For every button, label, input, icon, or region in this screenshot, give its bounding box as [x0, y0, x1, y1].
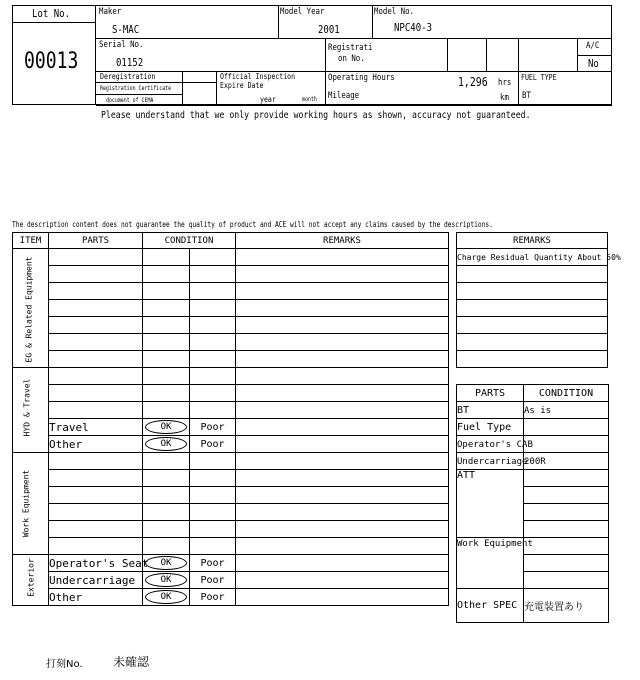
operating-hours-label: Operating Hours	[328, 73, 395, 83]
part-operators-seat: Operator's Seat	[49, 556, 149, 570]
fuel-type-value: BT	[522, 91, 531, 101]
poor-option: Poor	[200, 591, 225, 603]
col-condition: CONDITION	[143, 233, 236, 249]
att-cell: ATT	[457, 470, 524, 538]
ok-circle: OK	[145, 437, 187, 451]
mileage-label: Mileage	[328, 91, 360, 101]
table-row	[13, 419, 449, 436]
section-work-label: Work Equipment	[21, 469, 31, 538]
part-other: Other	[49, 437, 83, 451]
remarks-box	[456, 232, 621, 368]
section-hyd	[13, 368, 49, 453]
other-spec-value: 充電装置あり	[524, 589, 609, 623]
parts-row-label: Operator's CAB	[457, 439, 533, 450]
inspection-table	[12, 232, 449, 606]
serial-no-value: 01152	[116, 56, 144, 69]
table-row	[13, 555, 449, 572]
section-hyd-label: HYD & Travel	[22, 378, 32, 437]
model-no-value: NPC40-3	[394, 21, 433, 34]
description-notice: The description content does not guarantee the quality of product and ACE will not accept any claims caused by the descriptions.	[12, 220, 493, 229]
poor-option: Poor	[200, 438, 225, 450]
parts-row-label: Fuel Type	[457, 421, 512, 433]
section-exterior	[13, 555, 49, 606]
document-cema-label: document of CEMA	[106, 97, 154, 104]
year-label: year	[260, 95, 276, 104]
hrs-unit: hrs	[498, 78, 512, 88]
col-remarks: REMARKS	[236, 233, 449, 249]
parts-col-condition: CONDITION	[524, 385, 609, 402]
lot-no-value: 00013	[24, 49, 79, 74]
hours-notice: Please understand that we only provide working hours as shown, accuracy not guaranteed.	[101, 110, 531, 121]
table-row	[457, 453, 609, 470]
registration-label-2: on No.	[338, 54, 365, 64]
table-row	[457, 419, 609, 436]
table-row	[457, 436, 609, 453]
model-no-label: Model No.	[374, 7, 415, 17]
ac-value: No	[588, 57, 599, 70]
section-eg	[13, 249, 49, 368]
lot-no-label: Lot No.	[32, 7, 71, 20]
model-year-value: 2001	[318, 23, 340, 36]
operating-hours-value: 1,296	[458, 75, 488, 89]
poor-option: Poor	[200, 421, 225, 433]
maker-value: S-MAC	[112, 23, 140, 36]
ac-label: A/C	[586, 41, 600, 51]
parts-row-label: BT	[457, 404, 470, 416]
remarks-line: Charge Residual Quantity About 50%	[457, 249, 608, 266]
official-inspection-label: Official Inspection	[220, 72, 296, 81]
section-exterior-label: Exterior	[26, 558, 36, 597]
registration-label: Registrati	[328, 43, 373, 53]
ok-circle: OK	[145, 556, 187, 570]
poor-option: Poor	[200, 574, 225, 586]
deregistration-label: Deregistration	[100, 72, 156, 81]
stamp-value: 未確認	[113, 655, 150, 669]
model-year-label: Model Year	[280, 7, 325, 17]
col-parts: PARTS	[49, 233, 143, 249]
registration-certificate-label: Registration Certificate	[100, 85, 172, 92]
ok-circle: OK	[145, 420, 187, 434]
parts-row-value: 200R	[524, 456, 546, 467]
table-row	[13, 589, 449, 606]
month-label: month	[302, 96, 317, 103]
maker-label: Maker	[99, 7, 122, 17]
serial-no-label: Serial No.	[99, 40, 144, 50]
other-spec-label: Other SPEC	[457, 589, 524, 623]
remarks-title: REMARKS	[457, 233, 608, 249]
col-item: ITEM	[13, 233, 49, 249]
work-equipment-cell: Work Equipment	[457, 538, 524, 589]
header-block	[12, 5, 612, 105]
part-travel: Travel	[49, 420, 89, 434]
table-row	[13, 436, 449, 453]
section-eg-label: EG & Related Equipment	[24, 256, 34, 363]
table-row	[457, 402, 609, 419]
table-row	[13, 572, 449, 589]
section-work	[13, 453, 49, 555]
poor-option: Poor	[200, 557, 225, 569]
parts-row-value: As is	[524, 405, 552, 416]
part-undercarriage: Undercarriage	[49, 573, 136, 587]
parts-condition-table	[456, 384, 609, 623]
km-unit: km	[500, 93, 509, 103]
fuel-type-label: FUEL TYPE	[521, 73, 557, 82]
stamp-label: 打刻No.	[46, 659, 83, 670]
part-other: Other	[49, 590, 83, 604]
ok-circle: OK	[145, 590, 187, 604]
ok-circle: OK	[145, 573, 187, 587]
expire-date-label: Expire Date	[220, 81, 264, 90]
parts-col-parts: PARTS	[457, 385, 524, 402]
parts-row-label: Undercarriage	[457, 456, 528, 467]
